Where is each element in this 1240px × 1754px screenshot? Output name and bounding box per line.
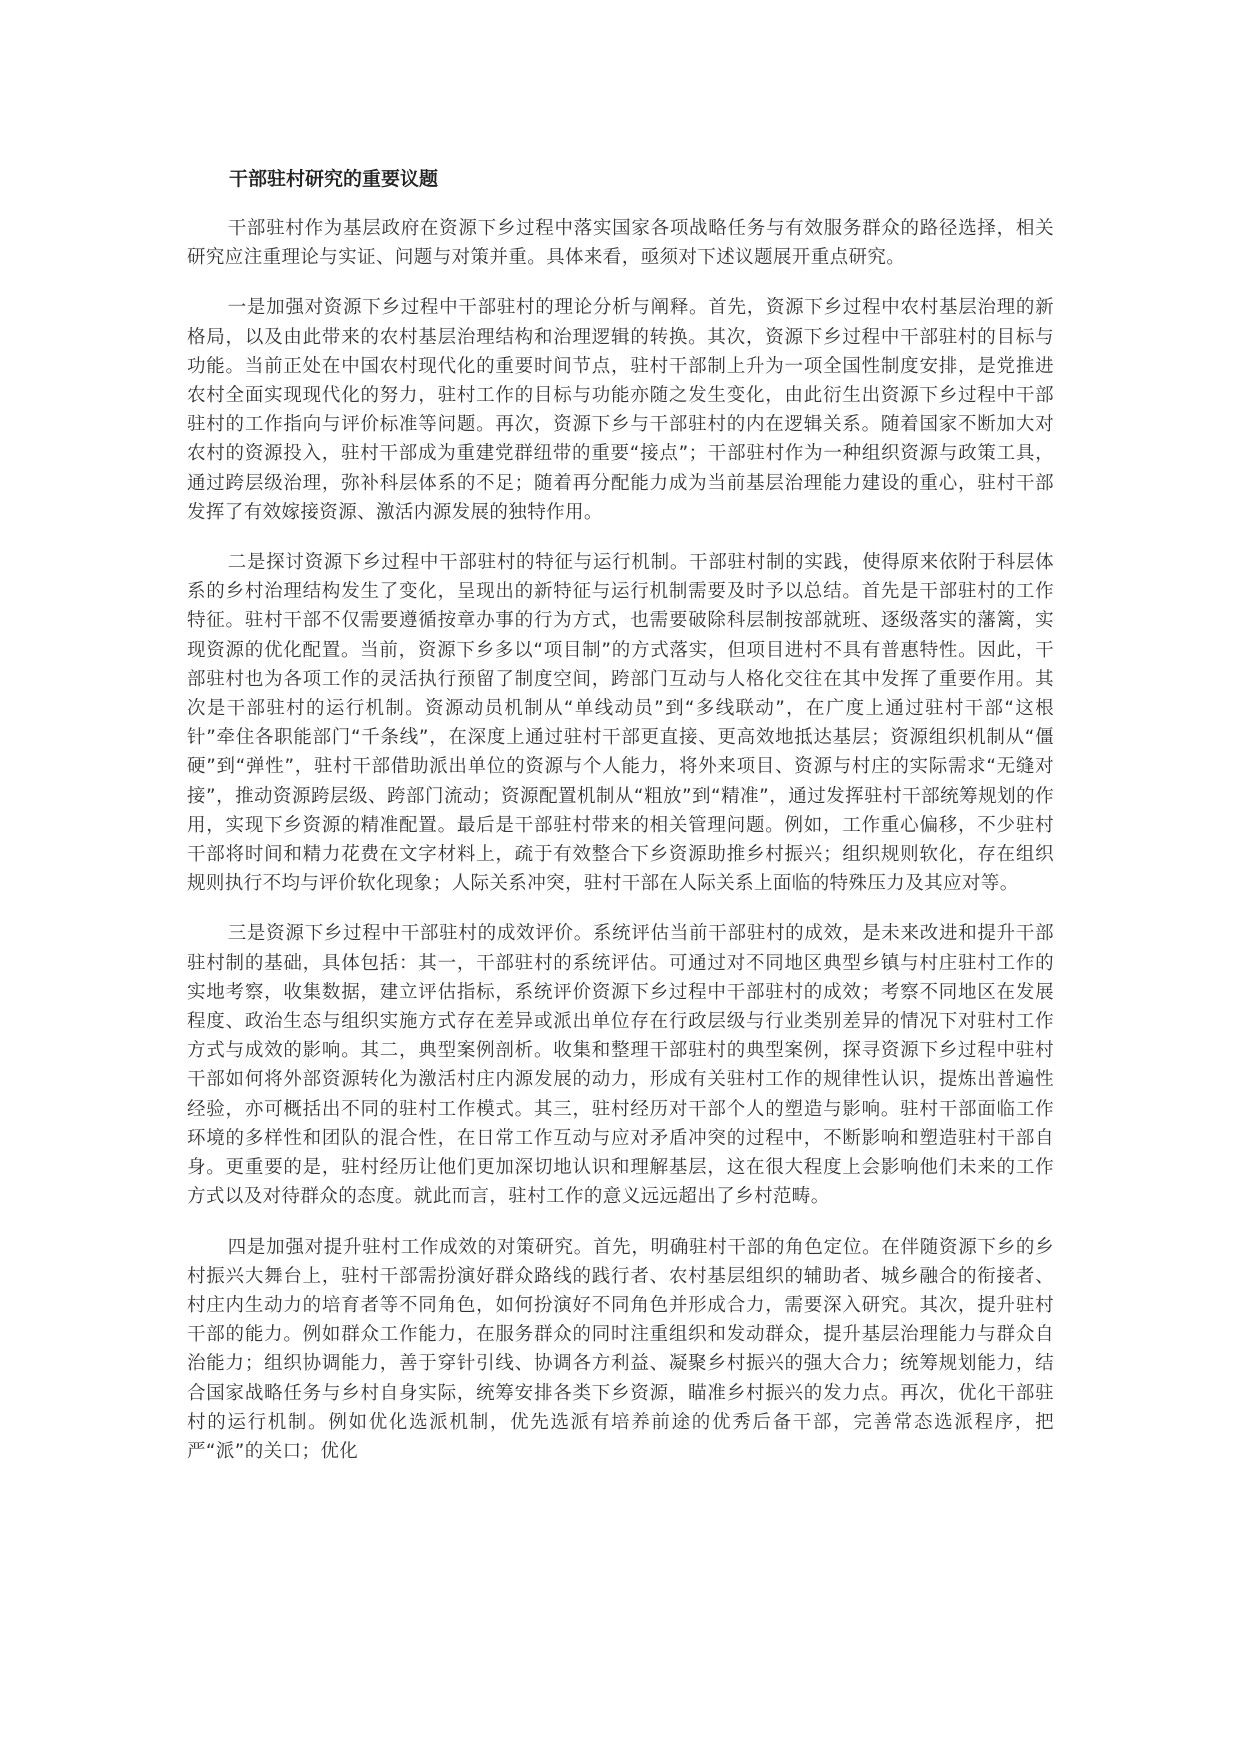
paragraph-topic-one: 一是加强对资源下乡过程中干部驻村的理论分析与阐释。首先，资源下乡过程中农村基层治理的新格局，以及由此带来的农村基层治理结构和治理逻辑的转换。其次，资源下乡过程中干部驻村的目标与功能。当前正处在中国农村现代化的重要时间节点，驻村干部制上升为一项全国性制度安排，是党推进农村全面实现现代化的努力，驻村工作的目标与功能亦随之发生变化，由此衍生出资源下乡过程中干部驻村的工作指向与评价标准等问题。再次，资源下乡与干部驻村的内在逻辑关系。随着国家不断加大对农村的资源投入，驻村干部成为重建党群纽带的重要“接点”；干部驻村作为一种组织资源与政策工具，通过跨层级治理，弥补科层体系的不足；随着再分配能力成为当前基层治理能力建设的重心，驻村干部发挥了有效嫁接资源、激活内源发展的独特作用。 bbox=[187, 297, 1054, 523]
paragraph-topic-four: 四是加强对提升驻村工作成效的对策研究。首先，明确驻村干部的角色定位。在伴随资源下乡的乡村振兴大舞台上，驻村干部需扮演好群众路线的践行者、农村基层组织的辅助者、城乡融合的衔接者、村庄内生动力的培育者等不同角色，如何扮演好不同角色并形成合力，需要深入研究。其次，提升驻村干部的能力。例如群众工作能力，在服务群众的同时注重组织和发动群众，提升基层治理能力与群众自治能力；组织协调能力，善于穿针引线、协调各方利益、凝聚乡村振兴的强大合力；统筹规划能力，结合国家战略任务与乡村自身实际，统筹安排各类下乡资源，瞄准乡村振兴的发力点。再次，优化干部驻村的运行机制。例如优化选派机制，优先选派有培养前途的优秀后备干部，完善常态选派程序，把严“派”的关口；优化 bbox=[187, 1236, 1054, 1462]
document-title: 干部驻村研究的重要议题 bbox=[229, 168, 439, 190]
paragraph-intro: 干部驻村作为基层政府在资源下乡过程中落实国家各项战略任务与有效服务群众的路径选择，相关研究应注重理论与实证、问题与对策并重。具体来看，亟须对下述议题展开重点研究。 bbox=[187, 218, 1054, 269]
paragraph-topic-two: 二是探讨资源下乡过程中干部驻村的特征与运行机制。干部驻村制的实践，使得原来依附于科层体系的乡村治理结构发生了变化，呈现出的新特征与运行机制需要及时予以总结。首先是干部驻村的工作特征。驻村干部不仅需要遵循按章办事的行为方式，也需要破除科层制按部就班、逐级落实的藩篱，实现资源的优化配置。当前，资源下乡多以“项目制”的方式落实，但项目进村不具有普惠特性。因此，干部驻村也为各项工作的灵活执行预留了制度空间，跨部门互动与人格化交往在其中发挥了重要作用。其次是干部驻村的运行机制。资源动员机制从“单线动员”到“多线联动”，在广度上通过驻村干部“这根针”牵住各职能部门“千条线”，在深度上通过驻村干部更直接、更高效地抵达基层；资源组织机制从“僵硬”到“弹性”，驻村干部借助派出单位的资源与个人能力，将外来项目、资源与村庄的实际需求“无缝对接”，推动资源跨层级、跨部门流动；资源配置机制从“粗放”到“精准”，通过发挥驻村干部统筹规划的作用，实现下乡资源的精准配置。最后是干部驻村带来的相关管理问题。例如，工作重心偏移，不少驻村干部将时间和精力花费在文字材料上，疏于有效整合下乡资源助推乡村振兴；组织规则软化，存在组织规则执行不均与评价软化现象；人际关系冲突，驻村干部在人际关系上面临的特殊压力及其应对等。 bbox=[187, 552, 1054, 895]
document-body bbox=[187, 165, 1054, 1487]
paragraph-topic-three: 三是资源下乡过程中干部驻村的成效评价。系统评估当前干部驻村的成效，是未来改进和提升干部驻村制的基础，具体包括：其一，干部驻村的系统评估。可通过对不同地区典型乡镇与村庄驻村工作的实地考察，收集数据，建立评估指标，系统评价资源下乡过程中干部驻村的成效；考察不同地区在发展程度、政治生态与组织实施方式存在差异或派出单位存在行政层级与行业类别差异的情况下对驻村工作方式与成效的影响。其二，典型案例剖析。收集和整理干部驻村的典型案例，探寻资源下乡过程中驻村干部如何将外部资源转化为激活村庄内源发展的动力，形成有关驻村工作的规律性认识，提炼出普遍性经验，亦可概括出不同的驻村工作模式。其三，驻村经历对干部个人的塑造与影响。驻村干部面临工作环境的多样性和团队的混合性，在日常工作互动与应对矛盾冲突的过程中，不断影响和塑造驻村干部自身。更重要的是，驻村经历让他们更加深切地认识和理解基层，这在很大程度上会影响他们未来的工作方式以及对待群众的态度。就此而言，驻村工作的意义远远超出了乡村范畴。 bbox=[187, 923, 1054, 1208]
